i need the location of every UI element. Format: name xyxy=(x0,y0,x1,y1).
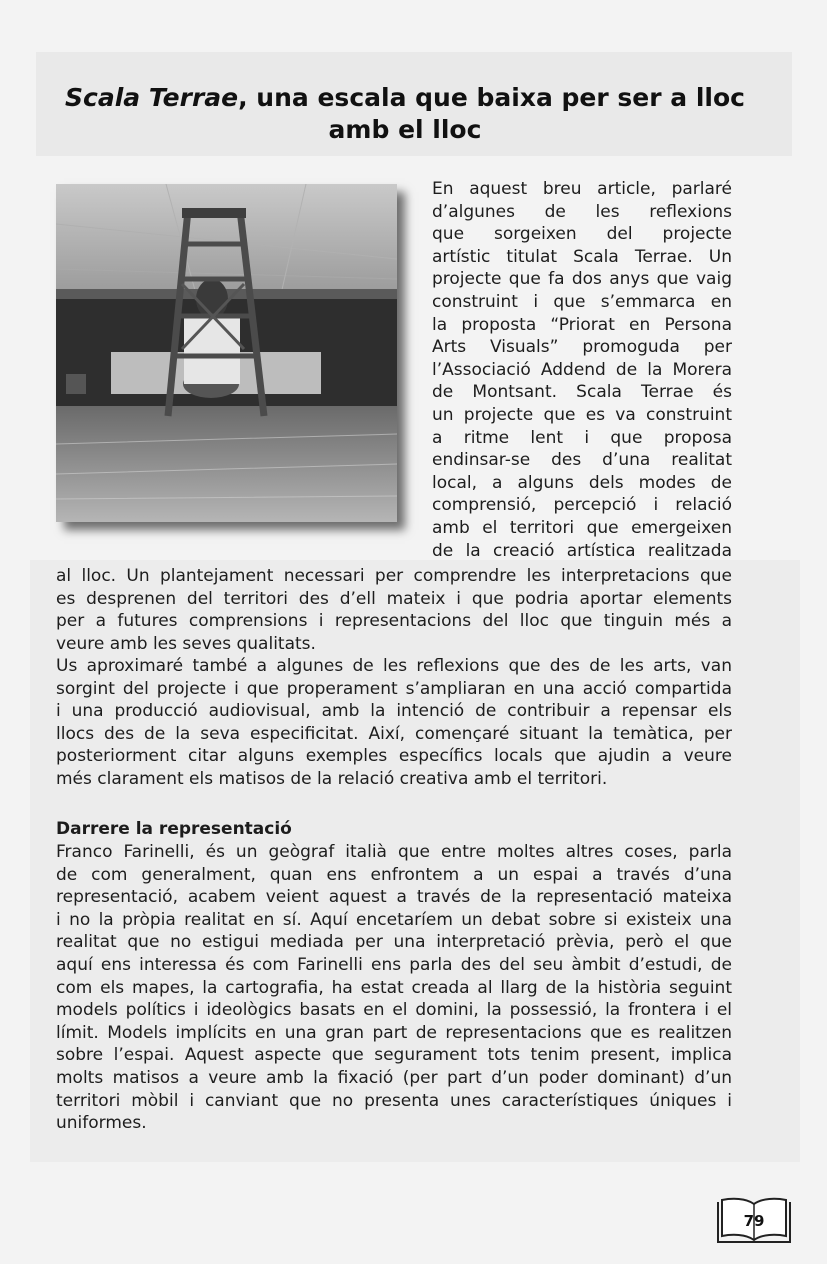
intro-line: En aquest breu article, parlaré xyxy=(432,179,732,199)
intro-line: local, a alguns dels modes de xyxy=(432,472,732,493)
text-line: de com generalment, quan ens enfrontem a un espai a través d’una xyxy=(56,864,732,885)
text-line: sorgint del projecte i que properament s’ampliaran en una acció compartida xyxy=(56,678,732,699)
title-italic: Scala Terrae xyxy=(65,83,239,112)
text-line: es desprenen del territori des d’ell mateix i que podria aportar elements xyxy=(56,588,732,609)
text-line: llocs des de la seva especificitat. Així, començaré situant la temàtica, per xyxy=(56,723,732,744)
paragraph-3 xyxy=(56,841,732,1135)
text-line: realitat que no estigui mediada per una interpretació prèvia, però el que xyxy=(56,932,732,953)
text-line: aquí ens interessa és com Farinelli ens parla des del seu àmbit d’estudi, de xyxy=(56,954,732,975)
paragraph-1 xyxy=(56,565,732,655)
intro-line: la proposta “Priorat en Persona xyxy=(432,314,732,335)
page-number-badge xyxy=(714,1196,794,1246)
text-line: al lloc. Un plantejament necessari per comprendre les interpretacions que xyxy=(56,566,732,586)
intro-line: construint i que s’emmarca en xyxy=(432,291,732,312)
intro-line: un projecte que es va construint xyxy=(432,404,732,425)
intro-line: artístic titulat Scala Terrae. Un xyxy=(432,246,732,267)
intro-line: a ritme lent i que proposa xyxy=(432,427,732,448)
text-line: i una producció audiovisual, amb la intenció de contribuir a repensar els xyxy=(56,701,732,722)
intro-line: Arts Visuals” promoguda per xyxy=(432,337,732,358)
text-line: més clarament els matisos de la relació creativa amb el territori. xyxy=(56,768,608,789)
intro-line: l’Associació Addend de la Morera xyxy=(432,359,732,380)
text-line: veure amb les seves qualitats. xyxy=(56,633,316,654)
intro-line: amb el territori que emergeixen xyxy=(432,517,732,538)
article-photo xyxy=(56,184,397,522)
section-heading: Darrere la representació xyxy=(56,819,292,839)
article-title xyxy=(60,82,750,146)
text-line: models polítics i ideològics basats en el domini, la possessió, la frontera i el xyxy=(56,1000,732,1021)
text-line: i no la pròpia realitat en sí. Aquí encetaríem un debat sobre si existeix una xyxy=(56,909,732,930)
intro-line: projecte que fa dos anys que vaig xyxy=(432,269,732,290)
text-line: sobre l’espai. Aquest aspecte que segurament tots tenim present, implica xyxy=(56,1045,732,1066)
text-line: molts matisos a veure amb la fixació (per part d’un poder dominant) d’un xyxy=(56,1067,732,1088)
ladder-photo-illustration xyxy=(56,184,397,522)
title-rest: , una escala que baixa per ser a lloc xyxy=(238,83,745,112)
text-line: per a futures comprensions i representacions del lloc que tinguin més a xyxy=(56,611,732,632)
text-line: representació, acabem veient aquest a través de la representació mateixa xyxy=(56,887,732,908)
intro-paragraph xyxy=(432,178,732,562)
intro-line: que sorgeixen del projecte xyxy=(432,224,732,245)
text-line: posteriorment citar alguns exemples específics locals que ajudin a veure xyxy=(56,746,732,767)
text-line: com els mapes, la cartografia, ha estat creada al llarg de la història seguint xyxy=(56,977,732,998)
text-line: límit. Models implícits en una gran part de representacions que es realitzen xyxy=(56,1022,732,1043)
intro-line: de Montsant. Scala Terrae és xyxy=(432,382,732,403)
intro-line: d’algunes de les reflexions xyxy=(432,201,732,222)
text-line: territori mòbil i canviant que no presenta unes característiques úniques i xyxy=(56,1090,732,1111)
title-line2: amb el lloc xyxy=(328,115,482,144)
intro-line: comprensió, percepció i relació xyxy=(432,495,732,516)
text-line: uniformes. xyxy=(56,1113,147,1134)
text-line: Franco Farinelli, és un geògraf italià que entre moltes altres coses, parla xyxy=(56,842,732,862)
page-number: 79 xyxy=(743,1212,765,1230)
intro-line: de la creació artística realitzada xyxy=(432,540,732,561)
intro-line: endinsar-se des d’una realitat xyxy=(432,450,732,471)
text-line: Us aproximaré també a algunes de les reflexions que des de les arts, van xyxy=(56,656,732,676)
paragraph-2 xyxy=(56,655,732,791)
